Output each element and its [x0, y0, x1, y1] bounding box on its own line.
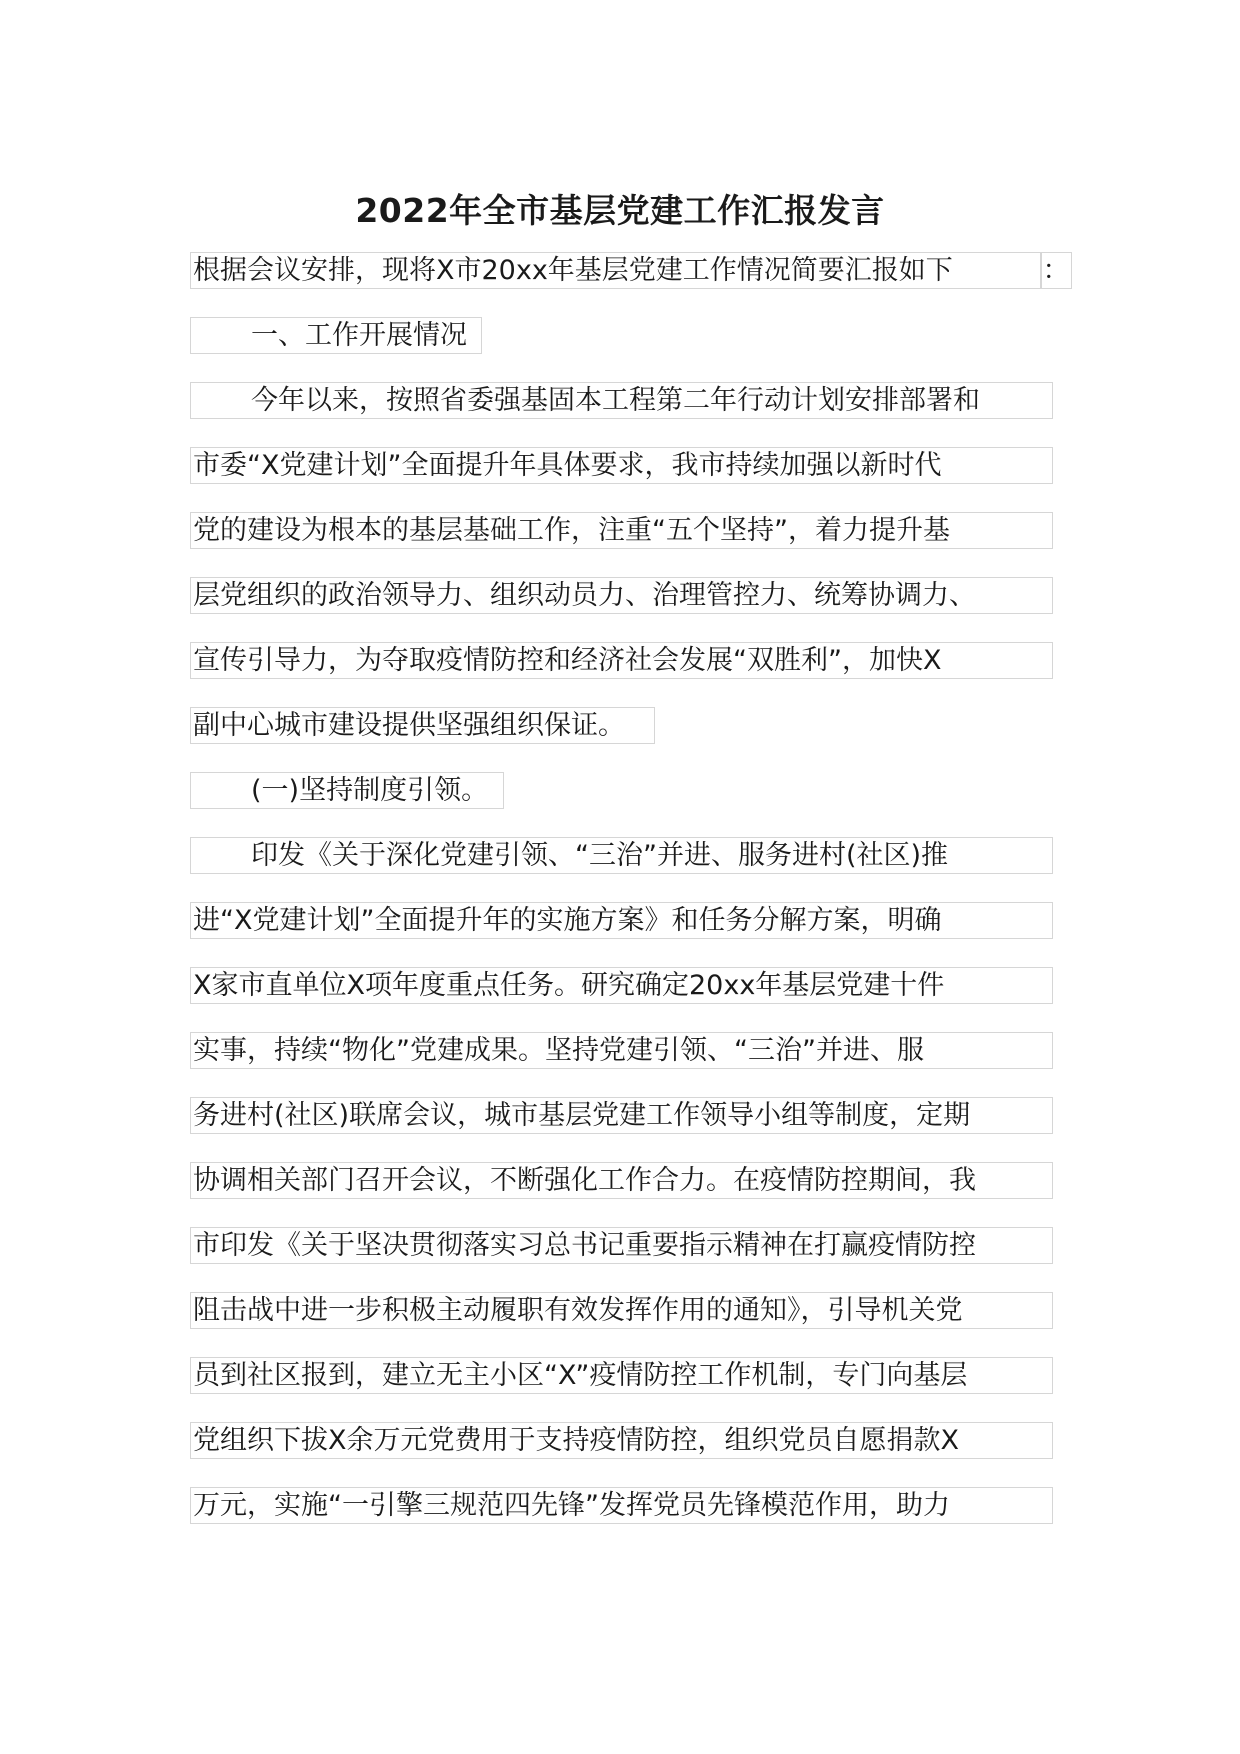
paragraph-line: 宣传引导力，为夺取疫情防控和经济社会发展“双胜利”，加快X	[190, 642, 1053, 679]
document-title: 2022年全市基层党建工作汇报发言	[355, 191, 885, 230]
paragraph-line: 今年以来，按照省委强基固本工程第二年行动计划安排部署和	[190, 382, 1053, 419]
paragraph-line: 市委“X党建计划”全面提升年具体要求，我市持续加强以新时代	[190, 447, 1053, 484]
paragraph-line: 协调相关部门召开会议，不断强化工作合力。在疫情防控期间，我	[190, 1162, 1053, 1199]
paragraph-line: 党组织下拔X余万元党费用于支持疫情防控，组织党员自愿捐款X	[190, 1422, 1053, 1459]
paragraph-line: 进“X党建计划”全面提升年的实施方案》和任务分解方案，明确	[190, 902, 1053, 939]
paragraph-line: 务进村(社区)联席会议，城市基层党建工作领导小组等制度，定期	[190, 1097, 1053, 1134]
intro-line: 根据会议安排，现将X市20xx年基层党建工作情况简要汇报如下	[190, 252, 1042, 289]
subheading: (一)坚持制度引领。	[190, 772, 504, 809]
paragraph-line: 阻击战中进一步积极主动履职有效发挥作用的通知》，引导机关党	[190, 1292, 1053, 1329]
section-heading: 一、工作开展情况	[190, 317, 482, 354]
paragraph-line: X家市直单位X项年度重点任务。研究确定20xx年基层党建十件	[190, 967, 1053, 1004]
paragraph-line: 层党组织的政治领导力、组织动员力、治理管控力、统筹协调力、	[190, 577, 1053, 614]
paragraph-line: 印发《关于深化党建引领、“三治”并进、服务进村(社区)推	[190, 837, 1053, 874]
paragraph-line: 副中心城市建设提供坚强组织保证。	[190, 707, 655, 744]
paragraph-line: 员到社区报到，建立无主小区“X”疫情防控工作机制，专门向基层	[190, 1357, 1053, 1394]
paragraph-line: 市印发《关于坚决贯彻落实习总书记重要指示精神在打赢疫情防控	[190, 1227, 1053, 1264]
paragraph-line: 万元，实施“一引擎三规范四先锋”发挥党员先锋模范作用，助力	[190, 1487, 1053, 1524]
paragraph-line: 实事，持续“物化”党建成果。坚持党建引领、“三治”并进、服	[190, 1032, 1053, 1069]
paragraph-line: 党的建设为根本的基层基础工作，注重“五个坚持”，着力提升基	[190, 512, 1053, 549]
intro-colon: ：	[1040, 252, 1072, 289]
